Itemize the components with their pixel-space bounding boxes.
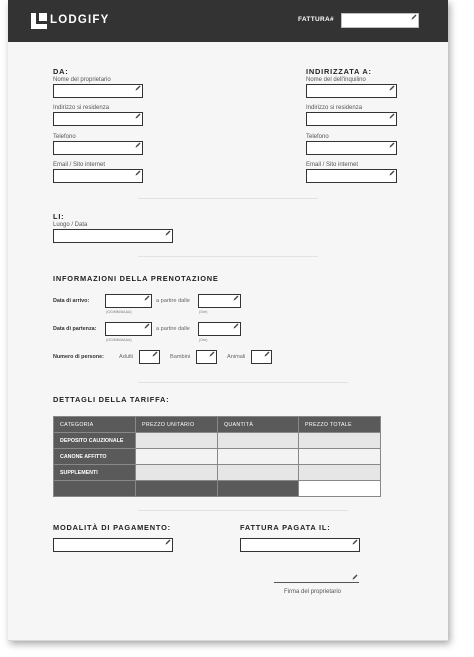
grand-total-cell[interactable] (299, 481, 381, 497)
from-address-label: Indirizzo si residenza (53, 105, 110, 111)
signature-label: Firma del proprietario (284, 589, 342, 595)
to-email-label: Email / Sito internet (306, 162, 359, 168)
unit-price-cell[interactable] (136, 465, 218, 481)
column-header: PREZZO UNITARIO (136, 417, 218, 433)
from-name-input[interactable] (53, 84, 143, 98)
section-divider (138, 198, 318, 199)
departure-time-input[interactable] (198, 322, 241, 336)
payment-method-input[interactable] (53, 538, 173, 552)
pencil-icon (144, 295, 150, 301)
section-divider (138, 510, 348, 511)
persons-label: Numero di persone: (53, 354, 104, 360)
category-cell: SUPPLEMENTI (54, 465, 136, 481)
category-cell: CANONE AFFITTO (54, 449, 136, 465)
invoice-sheet (8, 0, 448, 641)
pencil-icon (165, 539, 171, 545)
departure-date-input[interactable] (105, 322, 152, 336)
total-price-cell[interactable] (299, 465, 381, 481)
departure-date-hint: (GG/MM/AAAA) (106, 338, 132, 342)
arrival-time-hint: (Ore) (199, 310, 208, 314)
adults-input[interactable] (139, 350, 160, 364)
column-header: PREZZO TOTALE (299, 417, 381, 433)
header-bar (8, 0, 448, 42)
table-row (54, 465, 381, 481)
pencil-icon (352, 539, 358, 545)
to-name-label: Nome del dell'inquilino (306, 77, 366, 83)
place-date-label: Luogo / Data (53, 222, 88, 228)
arrival-date-hint: (GG/MM/AAAA) (106, 310, 132, 314)
from-phone-label: Telefono (53, 134, 76, 140)
rates-table (53, 416, 381, 497)
animals-label: Animali (227, 354, 246, 360)
pencil-icon (352, 574, 358, 580)
place-date-input[interactable] (53, 229, 173, 243)
adults-label: Adulti (119, 354, 133, 360)
from-name-label: Nome del proprietario (53, 77, 111, 83)
pencil-icon (135, 113, 141, 119)
to-email-input[interactable] (306, 169, 397, 183)
pencil-icon (411, 14, 417, 20)
pencil-icon (165, 230, 171, 236)
footer-cell (136, 481, 218, 497)
place-heading: LI: (53, 212, 65, 221)
pencil-icon (152, 351, 158, 357)
invoice-number-label: FATTURA# (298, 16, 334, 23)
children-label: Bambini (170, 354, 191, 360)
table-footer-row (54, 481, 381, 497)
paid-date-heading: FATTURA PAGATA IL: (240, 523, 331, 532)
total-price-cell[interactable] (299, 433, 381, 449)
brand-name: LODGIFY (50, 14, 110, 26)
arrival-time-label: a partire dalle (156, 298, 190, 304)
to-phone-input[interactable] (306, 141, 397, 155)
pencil-icon (264, 351, 270, 357)
pencil-icon (389, 170, 395, 176)
paid-date-input[interactable] (240, 538, 360, 552)
children-input[interactable] (196, 350, 217, 364)
to-address-input[interactable] (306, 112, 397, 126)
signature-line (274, 582, 359, 583)
pencil-icon (389, 85, 395, 91)
to-name-input[interactable] (306, 84, 397, 98)
unit-price-cell[interactable] (136, 433, 218, 449)
lodgify-logo-icon (31, 13, 47, 29)
pencil-icon (135, 142, 141, 148)
pencil-icon (135, 170, 141, 176)
pencil-icon (209, 351, 215, 357)
table-row (54, 449, 381, 465)
arrival-date-label: Data di arrivo: (53, 298, 90, 304)
pencil-icon (144, 323, 150, 329)
category-cell: DEPOSITO CAUZIONALE (54, 433, 136, 449)
from-heading: DA: (53, 67, 69, 76)
pencil-icon (233, 295, 239, 301)
invoice-number-input[interactable] (341, 13, 419, 28)
to-address-label: Indirizzo si residenza (306, 105, 363, 111)
rates-heading: DETTAGLI DELLA TARIFFA: (53, 395, 170, 404)
pencil-icon (389, 142, 395, 148)
arrival-time-input[interactable] (198, 294, 241, 308)
unit-price-cell[interactable] (136, 449, 218, 465)
arrival-date-input[interactable] (105, 294, 152, 308)
total-price-cell[interactable] (299, 449, 381, 465)
section-divider (138, 382, 348, 383)
from-email-label: Email / Sito internet (53, 162, 106, 168)
animals-input[interactable] (251, 350, 272, 364)
to-phone-label: Telefono (306, 134, 329, 140)
quantity-cell[interactable] (218, 433, 299, 449)
from-email-input[interactable] (53, 169, 143, 183)
quantity-cell[interactable] (218, 465, 299, 481)
footer-cell (218, 481, 299, 497)
section-divider (138, 256, 318, 257)
from-address-input[interactable] (53, 112, 143, 126)
departure-date-label: Data di partenza: (53, 326, 97, 332)
footer-cell (54, 481, 136, 497)
pencil-icon (389, 113, 395, 119)
from-phone-input[interactable] (53, 141, 143, 155)
pencil-icon (135, 85, 141, 91)
payment-heading: MODALITÀ DI PAGAMENTO: (53, 523, 171, 532)
column-header: QUANTITÀ (218, 417, 299, 433)
column-header: CATEGORIA (54, 417, 136, 433)
departure-time-label: a partire dalle (156, 326, 190, 332)
table-row (54, 433, 381, 449)
table-header-row (54, 417, 381, 433)
to-heading: INDIRIZZATA A: (306, 67, 372, 76)
departure-time-hint: (Ore) (199, 338, 208, 342)
quantity-cell[interactable] (218, 449, 299, 465)
booking-heading: INFORMAZIONI DELLA PRENOTAZIONE (53, 274, 219, 283)
pencil-icon (233, 323, 239, 329)
